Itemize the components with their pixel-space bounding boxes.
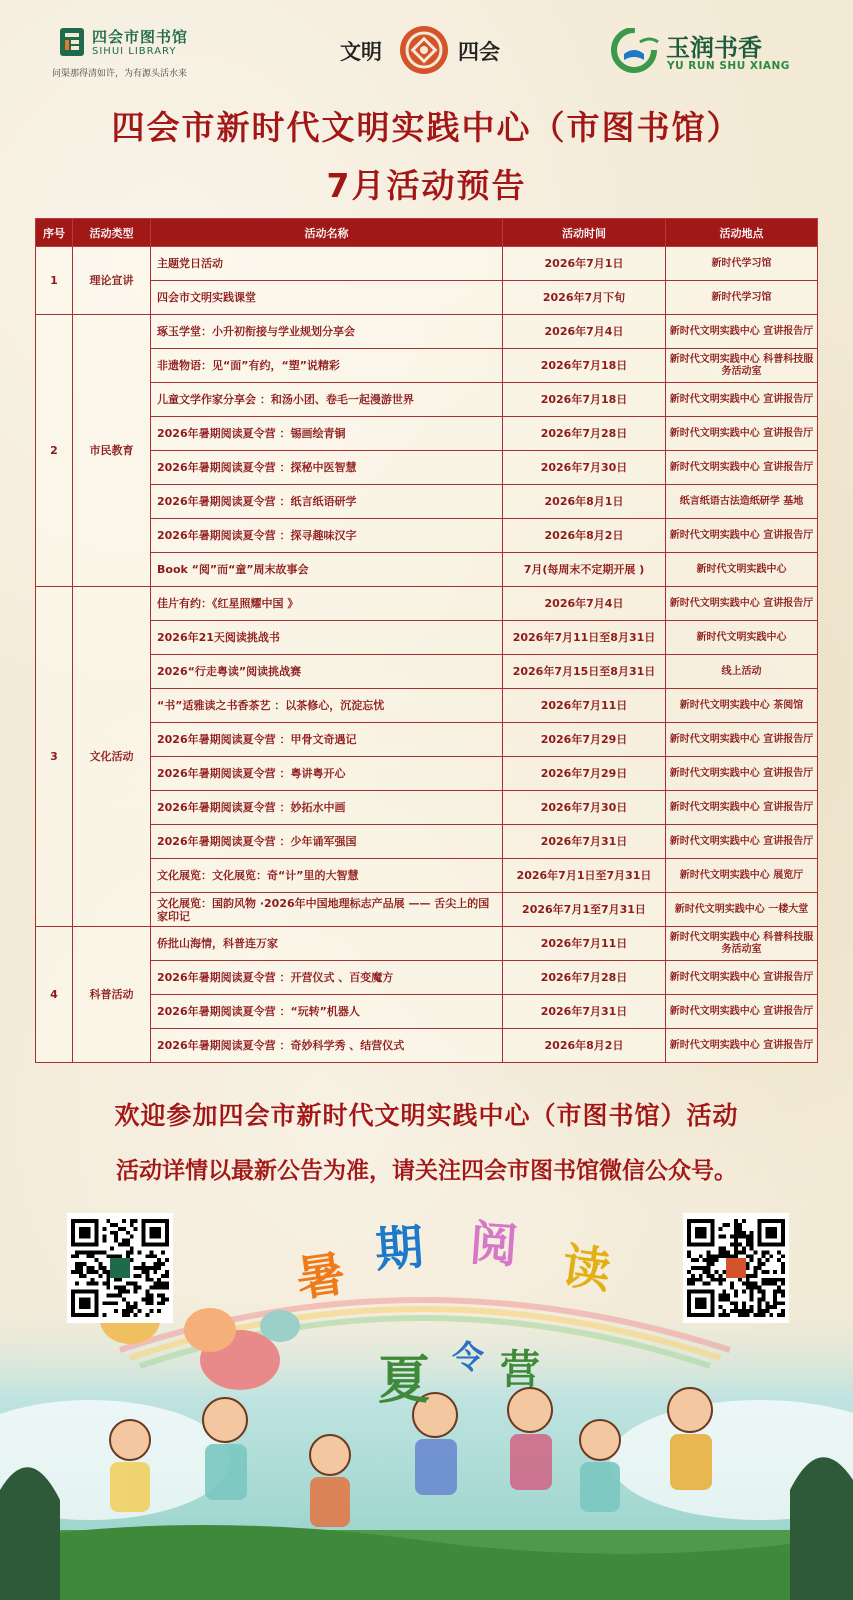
cell-activity-place: 新时代文明实践中心 宣讲报告厅: [666, 587, 818, 621]
cell-activity-place: 新时代文明实践中心 科普科技服务活动室: [666, 927, 818, 961]
table-row: [36, 655, 818, 689]
cell-activity-name: Book “阅”而“童”周末故事会: [151, 553, 503, 587]
cell-activity-place: 新时代文明实践中心 宣讲报告厅: [666, 1029, 818, 1063]
cell-activity-time: 2026年7月1日至7月31日: [503, 859, 666, 893]
cell-activity-name: 2026年暑期阅读夏令营 ：粤讲粤开心: [151, 757, 503, 791]
cell-activity-time: 2026年7月31日: [503, 825, 666, 859]
cell-activity-time: 2026年7月28日: [503, 417, 666, 451]
cell-activity-name: 2026年暑期阅读夏令营 ：纸言纸语研学: [151, 485, 503, 519]
cell-no: 3: [36, 587, 73, 927]
table-header-row: [36, 219, 818, 247]
cell-activity-name: 2026年21天阅读挑战书: [151, 621, 503, 655]
cell-activity-place: 新时代文明实践中心: [666, 621, 818, 655]
cell-activity-place: 新时代文明实践中心 科普科技服务活动室: [666, 349, 818, 383]
cell-activity-place: 新时代文明实践中心: [666, 553, 818, 587]
cell-activity-name: 文化展览：文化展览：奇“计”里的大智慧: [151, 859, 503, 893]
cell-activity-name: “书”适雅读之书香茶艺 ：以茶修心，沉淀忘忧: [151, 689, 503, 723]
brand-name-en: YU RUN SHU XIANG: [667, 60, 790, 72]
cell-activity-name: 主题党日活动: [151, 247, 503, 281]
table-row: [36, 417, 818, 451]
col-header-no: 序号: [36, 219, 73, 247]
cell-activity-name: 2026年暑期阅读夏令营 ：奇妙科学秀 、结营仪式: [151, 1029, 503, 1063]
camp-word-3: 营: [500, 1346, 540, 1393]
cell-activity-time: 2026年7月18日: [503, 383, 666, 417]
table-row: [36, 281, 818, 315]
cell-activity-time: 2026年7月1日: [503, 247, 666, 281]
cell-activity-time: 2026年7月4日: [503, 587, 666, 621]
cell-activity-name: 佳片有约：《红星照耀中国 》: [151, 587, 503, 621]
cell-activity-place: 新时代文明实践中心 宣讲报告厅: [666, 519, 818, 553]
cell-activity-time: 2026年7月29日: [503, 723, 666, 757]
library-logo: [52, 24, 222, 82]
cell-type: 市民教育: [73, 315, 151, 587]
cell-activity-place: 新时代文明实践中心 宣讲报告厅: [666, 451, 818, 485]
welcome-text: 欢迎参加四会市新时代文明实践中心（市图书馆）活动: [114, 1101, 739, 1130]
cell-activity-time: 2026年7月下旬: [503, 281, 666, 315]
cell-activity-place: 新时代文明实践中心 一楼大堂: [666, 893, 818, 927]
table-row: [36, 247, 818, 281]
page-title: 四会市新时代文明实践中心（市图书馆）: [111, 108, 742, 147]
header: [0, 0, 853, 90]
table-row: [36, 927, 818, 961]
brand-logo: [610, 26, 800, 82]
table-row: [36, 553, 818, 587]
banner-word-4: 读: [558, 1237, 615, 1301]
table-row: [36, 383, 818, 417]
cell-activity-place: 新时代文明实践中心 宣讲报告厅: [666, 825, 818, 859]
table-row: [36, 621, 818, 655]
cell-activity-time: 2026年7月4日: [503, 315, 666, 349]
open-book-icon: [610, 28, 662, 74]
cell-activity-place: 线上活动: [666, 655, 818, 689]
table-row: [36, 995, 818, 1029]
cell-activity-place: 新时代学习馆: [666, 247, 818, 281]
cell-activity-name: 2026年暑期阅读夏令营 ：“玩转”机器人: [151, 995, 503, 1029]
cell-activity-time: 2026年7月1至7月31日: [503, 893, 666, 927]
table-row: [36, 961, 818, 995]
cell-no: 4: [36, 927, 73, 1063]
camp-word-2: 令: [452, 1338, 485, 1376]
table-row: [36, 893, 818, 927]
cell-activity-place: 新时代文明实践中心 宣讲报告厅: [666, 417, 818, 451]
table-row: [36, 825, 818, 859]
table-row: [36, 451, 818, 485]
cell-activity-time: 2026年7月11日至8月31日: [503, 621, 666, 655]
cell-activity-name: 文化展览：国韵风物 ·2026年中国地理标志产品展 —— 舌尖上的国家印记: [151, 893, 503, 927]
col-header-place: 活动地点: [666, 219, 818, 247]
cell-no: 2: [36, 315, 73, 587]
cell-activity-time: 2026年7月31日: [503, 995, 666, 1029]
civilization-logo: [340, 22, 515, 78]
cell-activity-place: 新时代文明实践中心 宣讲报告厅: [666, 723, 818, 757]
cell-activity-time: 2026年7月11日: [503, 927, 666, 961]
cell-activity-name: 2026年暑期阅读夏令营 ：妙拓水中画: [151, 791, 503, 825]
cell-activity-place: 新时代学习馆: [666, 281, 818, 315]
cell-activity-time: 2026年7月15日至8月31日: [503, 655, 666, 689]
cell-activity-name: 2026年暑期阅读夏令营 ：甲骨文奇遇记: [151, 723, 503, 757]
table-row: [36, 485, 818, 519]
cell-activity-name: 四会市文明实践课堂: [151, 281, 503, 315]
cell-activity-time: 2026年7月28日: [503, 961, 666, 995]
cell-type: 理论宣讲: [73, 247, 151, 315]
camp-word-1: 夏: [378, 1350, 431, 1411]
page-subtitle: 7月活动预告: [326, 166, 527, 205]
library-book-icon: [58, 26, 86, 58]
cell-activity-place: 新时代文明实践中心 宣讲报告厅: [666, 791, 818, 825]
cell-activity-name: 琢玉学堂：小升初衔接与学业规划分享会: [151, 315, 503, 349]
banner-word-1: 暑: [292, 1245, 349, 1309]
cell-activity-place: 新时代文明实践中心 宣讲报告厅: [666, 757, 818, 791]
cell-activity-time: 7月(每周末不定期开展 ): [503, 553, 666, 587]
cell-activity-time: 2026年8月1日: [503, 485, 666, 519]
col-header-time: 活动时间: [503, 219, 666, 247]
qr-code-right[interactable]: [683, 1213, 789, 1323]
library-name-en: SIHUI LIBRARY: [92, 46, 177, 57]
table-row: [36, 349, 818, 383]
table-row: [36, 859, 818, 893]
cell-activity-name: 2026年暑期阅读夏令营 ：少年诵军强国: [151, 825, 503, 859]
cell-activity-place: 纸言纸语古法造纸研学 基地: [666, 485, 818, 519]
banner-word-2: 期: [373, 1219, 426, 1279]
table-row: [36, 587, 818, 621]
qr-code-left[interactable]: [67, 1213, 173, 1323]
table-row: [36, 791, 818, 825]
table-row: [36, 315, 818, 349]
table-row: [36, 1029, 818, 1063]
cell-activity-place: 新时代文明实践中心 宣讲报告厅: [666, 315, 818, 349]
cell-activity-name: 2026年暑期阅读夏令营 ：开营仪式 、百变魔方: [151, 961, 503, 995]
library-motto: 问渠那得清如许，为有源头活水来: [52, 69, 188, 79]
cell-activity-name: 侨批山海情，科普连万家: [151, 927, 503, 961]
cell-no: 1: [36, 247, 73, 315]
cell-activity-name: 2026年暑期阅读夏令营 ：锡画绘青铜: [151, 417, 503, 451]
table-row: [36, 757, 818, 791]
cell-activity-time: 2026年7月30日: [503, 451, 666, 485]
cell-activity-time: 2026年7月11日: [503, 689, 666, 723]
cell-type: 文化活动: [73, 587, 151, 927]
cell-activity-place: 新时代文明实践中心 茶阅馆: [666, 689, 818, 723]
civilization-seal-icon: [398, 24, 450, 76]
cell-activity-time: 2026年8月2日: [503, 519, 666, 553]
cell-activity-time: 2026年7月29日: [503, 757, 666, 791]
schedule-body: [36, 247, 818, 1063]
cell-activity-place: 新时代文明实践中心 展览厅: [666, 859, 818, 893]
cell-activity-time: 2026年7月30日: [503, 791, 666, 825]
cell-activity-name: 非遗物语：见“面”有约，“塑”说精彩: [151, 349, 503, 383]
cell-activity-time: 2026年8月2日: [503, 1029, 666, 1063]
cell-type: 科普活动: [73, 927, 151, 1063]
library-name-cn: 四会市图书馆: [92, 28, 189, 46]
cell-activity-place: 新时代文明实践中心 宣讲报告厅: [666, 961, 818, 995]
cell-activity-name: 2026年暑期阅读夏令营 ：探秘中医智慧: [151, 451, 503, 485]
schedule-table: [35, 218, 818, 1063]
notice-text: 活动详情以最新公告为准，请关注四会市图书馆微信公众号。: [116, 1158, 737, 1184]
cell-activity-place: 新时代文明实践中心 宣讲报告厅: [666, 995, 818, 1029]
cell-activity-name: 儿童文学作家分享会 ：和汤小团、卷毛一起漫游世界: [151, 383, 503, 417]
civilization-text-right: 四会: [458, 40, 500, 64]
brand-name-cn: 玉润书香: [666, 33, 762, 62]
cell-activity-name: 2026“行走粤读”阅读挑战赛: [151, 655, 503, 689]
civilization-text-left: 文明: [340, 40, 382, 64]
col-header-name: 活动名称: [151, 219, 503, 247]
qr-code-icon: [71, 1217, 169, 1319]
table-row: [36, 723, 818, 757]
col-header-type: 活动类型: [73, 219, 151, 247]
cell-activity-time: 2026年7月18日: [503, 349, 666, 383]
table-row: [36, 519, 818, 553]
qr-code-icon: [687, 1217, 785, 1319]
cell-activity-name: 2026年暑期阅读夏令营 ：探寻趣味汉字: [151, 519, 503, 553]
cell-activity-place: 新时代文明实践中心 宣讲报告厅: [666, 383, 818, 417]
children-illustration: [0, 1290, 853, 1600]
table-row: [36, 689, 818, 723]
banner-word-3: 阅: [467, 1215, 520, 1275]
